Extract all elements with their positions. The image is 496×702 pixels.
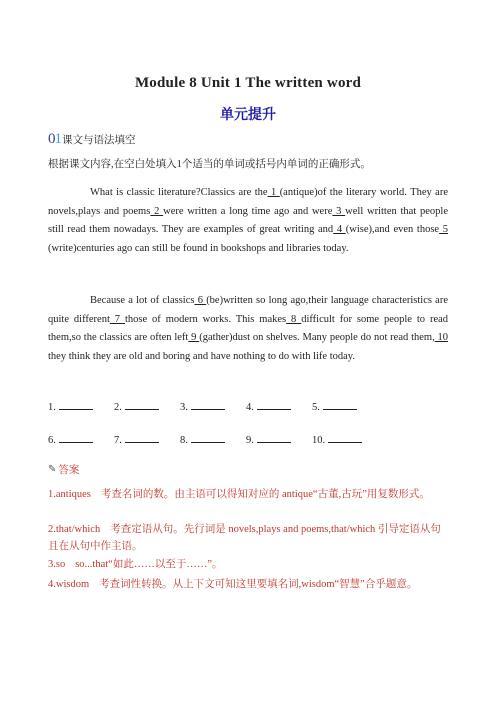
answer-slot: 10. xyxy=(312,433,378,446)
answer-line[interactable] xyxy=(125,433,159,443)
answer-line[interactable] xyxy=(125,400,159,410)
answer-slot: 5. xyxy=(312,400,378,413)
answer-line[interactable] xyxy=(191,433,225,443)
answer-item xyxy=(48,576,448,593)
passage-text: they think they are old and boring and have nothing to do with life today. xyxy=(48,350,355,362)
answer-line[interactable] xyxy=(257,400,291,410)
answer-key: 3.so xyxy=(48,559,66,570)
passage-text: (antique)of the literary world. They are novels,plays and poems xyxy=(48,187,448,217)
answer-item xyxy=(48,486,448,503)
section-number: 01 xyxy=(48,131,61,147)
answer-line[interactable] xyxy=(328,433,362,443)
blank-6: 6 xyxy=(194,295,207,306)
answer-item xyxy=(48,521,448,555)
passage-text: were written a long time ago and were xyxy=(163,205,333,217)
passage-text: well written that people still read them nowadays. They are examples of great writing and xyxy=(48,205,449,235)
answer-line[interactable] xyxy=(59,433,93,443)
answer-line[interactable] xyxy=(323,400,357,410)
answer-line[interactable] xyxy=(191,400,225,410)
passage-text: difficult for some people to read them,so the classics are often left xyxy=(48,313,449,343)
answer-blanks-row-1 xyxy=(48,400,378,413)
answer-slot: 4. xyxy=(246,400,312,413)
answer-slot: 1. xyxy=(48,400,114,413)
section-heading xyxy=(48,131,136,148)
passage-paragraph-2 xyxy=(48,292,448,366)
answer-slot: 9. xyxy=(246,433,312,446)
answer-slot: 7. xyxy=(114,433,180,446)
answer-item xyxy=(48,556,448,573)
passage-text: Because a lot of classics xyxy=(90,295,195,306)
answer-key: 2.that/which xyxy=(48,524,101,535)
blank-10: 10 xyxy=(434,332,449,343)
passage-paragraph-1 xyxy=(48,184,448,258)
answer-blanks-row-2 xyxy=(48,433,378,446)
passage-text: What is classic literature?Classics are the xyxy=(90,187,268,198)
answer-key: 1.antiques xyxy=(48,489,91,500)
answer-slot: 3. xyxy=(180,400,246,413)
passage-text: (write)centuries ago can still be found in bookshops and libraries today. xyxy=(48,242,349,254)
answer-slot: 8. xyxy=(180,433,246,446)
page-title: Module 8 Unit 1 The written word xyxy=(134,75,362,91)
passage-text: (wise),and even those xyxy=(345,224,440,235)
answer-line[interactable] xyxy=(59,400,93,410)
blank-7: 7 xyxy=(109,313,125,325)
passage-text: (gather)dust on shelves. Many people do not read them, xyxy=(199,332,435,343)
passage-text: those of modern works. This makes xyxy=(124,313,287,325)
blank-3: 3 xyxy=(332,205,346,217)
passage-text: (be)written so long ago,their language characteristics are quite different xyxy=(48,295,449,325)
blank-5: 5 xyxy=(439,224,449,235)
answers-heading xyxy=(48,462,79,477)
blank-9: 9 xyxy=(188,332,200,343)
blank-2: 2 xyxy=(150,205,164,217)
blank-1: 1 xyxy=(267,187,280,198)
section-label: 课文与语法填空 xyxy=(62,135,136,146)
answer-line[interactable] xyxy=(257,433,291,443)
answer-slot: 6. xyxy=(48,433,114,446)
instruction-text: 根据课文内容,在空白处填入1个适当的单词或括号内单词的正确形式。 xyxy=(48,159,371,170)
answer-explanation: 考查定语从句。先行词是 novels,plays and poems,that/which 引导定语从句且在从句中作主语。 xyxy=(48,524,441,552)
answer-explanation: so...that“如此……以至于……”。 xyxy=(75,559,223,570)
answer-explanation: 考查词性转换。从上下文可知这里要填名词,wisdom“智慧”合乎题意。 xyxy=(99,579,418,590)
blank-4: 4 xyxy=(333,224,346,235)
answers-label: 答案 xyxy=(58,465,80,476)
answer-key: 4.wisdom xyxy=(48,579,90,590)
answer-slot: 2. xyxy=(114,400,180,413)
page-subtitle: 单元提升 xyxy=(220,107,276,123)
blank-8: 8 xyxy=(286,313,302,325)
answer-marker-icon: ✎ xyxy=(48,464,57,475)
answer-explanation: 考查名词的数。由主语可以得知对应的 antique“古董,古玩”用复数形式。 xyxy=(100,489,430,500)
